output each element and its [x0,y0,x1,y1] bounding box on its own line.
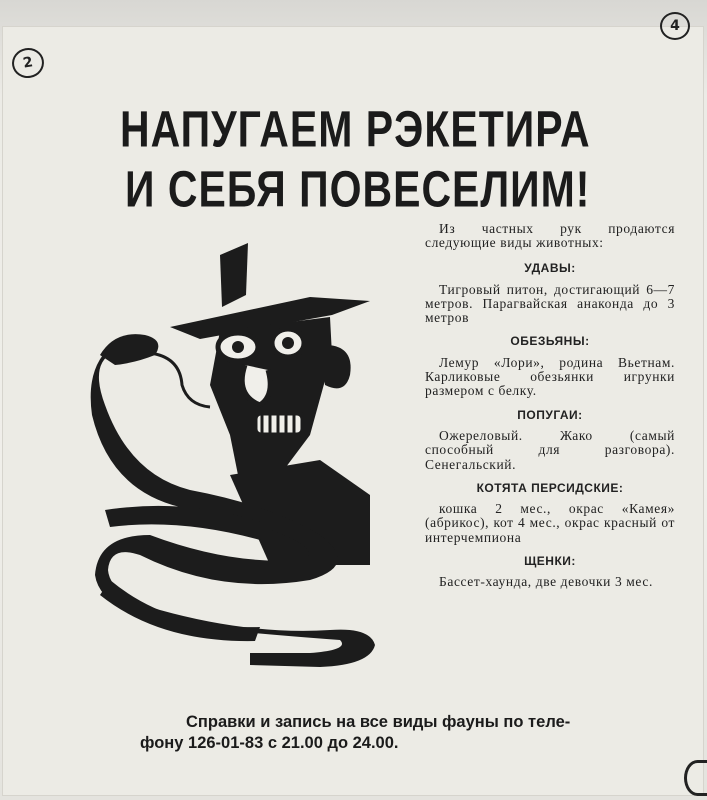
headline-line-1: НАПУГАЕМ РЭКЕТИРА [120,100,591,158]
intro-text: Из частных рук продаются следующие виды животных: [425,221,675,251]
snake-head [100,334,158,365]
category-body: Лемур «Лори», родина Вьетнам. Карликовые обезьянки игрунки размером с белку. [425,355,675,399]
hat-crown [220,243,248,307]
mark-label-left: 2 [21,54,35,72]
mark-label-right: 4 [670,18,680,34]
category-body: Бассет-хаунда, две девочки 3 мес. [439,574,653,590]
snake-tongue [150,353,210,407]
contact-footer [140,712,680,755]
category-heading: КОТЯТА ПЕРСИДСКИЕ: [476,480,624,495]
racketeer-snake-illustration [70,235,430,675]
headline-line-2: И СЕБЯ ПОВЕСЕЛИМ! [125,160,591,218]
footer-line-1: Справки и запись на все виды фауны по теле- [186,713,571,731]
advertisement-text [425,222,675,590]
footer-line-2: фону 126-01-83 с 21.00 до 24.00. [140,734,399,753]
nose [242,365,270,405]
handwritten-corner-mark [684,760,707,796]
category-body: Ожереловый. Жако (самый способный для разговора). Сенегальский. [425,428,675,472]
category-heading: ОБЕЗЬЯНЫ: [510,334,590,349]
category-body: Тигровый питон, достигающий 6—7 метров. Парагвайская анаконда до 3 метров [425,281,675,326]
category-heading: УДАВЫ: [524,261,576,276]
category-heading: ПОПУГАИ: [517,407,583,422]
category-body: кошка 2 мес., окрас «Камея» (абрикос), кот 4 мес., окрас красный от интерчемпиона [425,501,675,545]
category-heading: ЩЕНКИ: [524,553,576,568]
handwritten-number-mark [660,12,690,40]
snake-coil-lower [100,580,260,641]
